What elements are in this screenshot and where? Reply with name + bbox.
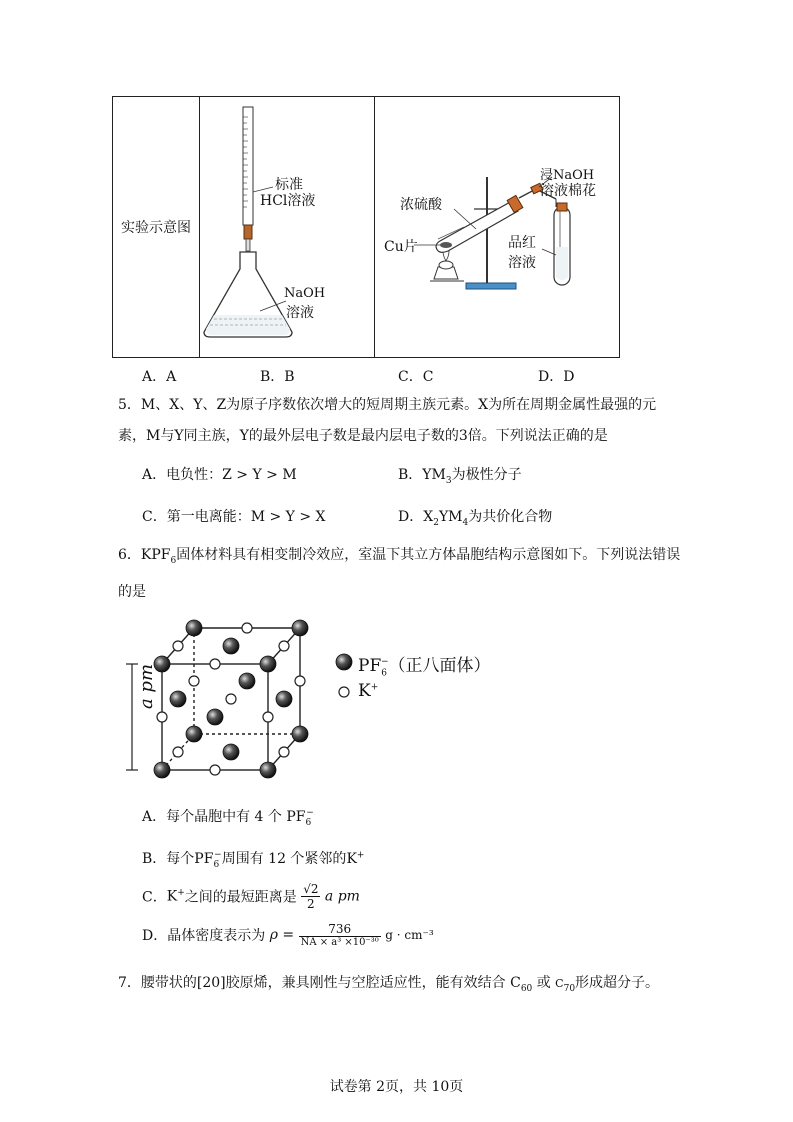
q5-option-c[interactable]: C．第一电离能：M > Y > X [142, 509, 326, 525]
q6-b-formula: PF [194, 851, 214, 867]
q6-stem-2: 的是 [118, 584, 146, 600]
q6-stem-sub: 6 [170, 555, 177, 566]
label-standard: 标准 [275, 177, 303, 193]
q5-option-d[interactable] [398, 506, 552, 528]
q6-c-k: K [166, 888, 178, 905]
q6-c-fraction [301, 882, 320, 911]
q5-b-text: 为极性分子 [451, 467, 522, 483]
label-hcl: HCl溶液 [260, 193, 316, 209]
label-cotton-1: 浸NaOH [540, 168, 595, 183]
legend-markers [334, 652, 354, 702]
q6-d-num: 736 [299, 922, 381, 937]
q6-option-a[interactable] [142, 806, 314, 828]
q5-stem-2: 素，M与Y同主族，Y的最外层电子数是最内层电子数的3倍。下列说法正确的是 [118, 428, 608, 444]
label-dye-1: 品红 [508, 235, 536, 251]
q7-mid: 或 [532, 975, 556, 991]
q7-sub2: 70 [563, 983, 576, 994]
q6-b-k: K [346, 851, 357, 867]
label-cotton-2: 溶液棉花 [540, 183, 596, 199]
q6-a-sub: 6 [305, 817, 312, 828]
q6-d-unit: g · cm⁻³ [385, 928, 434, 942]
q6-b-sub: 6 [213, 859, 220, 870]
legend-pf-sub: 6 [381, 668, 387, 679]
label-naoh-soln: 溶液 [286, 305, 314, 321]
q6-b-pre: B．每个 [142, 851, 195, 867]
legend-pf-note: （正八面体） [388, 656, 491, 676]
q6-c-mid: 之间的最短距离是 [184, 889, 297, 906]
q5-b-prefix: B． [398, 467, 423, 483]
q5-d-f2: YM [438, 509, 463, 525]
q6-a-sup: − [306, 808, 314, 819]
q6-c-num: √2 [303, 882, 319, 896]
copper-acid-diagram [374, 97, 618, 357]
legend-pf-sup: − [380, 657, 389, 668]
q6-a-text: A．每个晶胞中有 4 个 [142, 809, 282, 825]
q6-stem-1 [118, 540, 680, 576]
legend-pf-text: PF [358, 656, 382, 676]
legend-k-sup: + [370, 682, 379, 693]
q6-stem-pre: 6．KPF [118, 547, 171, 563]
q7-pre: 7．腰带状的[20]胶原烯，兼具刚性与空腔适应性，能有效结合 C [118, 975, 521, 991]
q5-d-text: 为共价化合物 [468, 509, 553, 525]
q6-d-den: NA × a³ ×10⁻³⁰ [300, 937, 379, 948]
q6-option-c[interactable] [142, 882, 360, 911]
q5-d-prefix: D． [398, 509, 424, 525]
label-naoh: NaOH [284, 286, 326, 301]
q6-b-mid: 周围有 12 个紧邻的 [221, 851, 347, 867]
q6-c-k-sup: + [177, 887, 185, 898]
q5-option-a[interactable]: A．电负性：Z > Y > M [142, 467, 297, 483]
q6-d-rho: ρ = [269, 927, 295, 943]
legend-pf6 [358, 651, 491, 678]
q6-c-pre: C． [142, 889, 167, 906]
q5-d-f1: X [423, 509, 434, 525]
legend-k [358, 681, 378, 701]
q6-option-b[interactable] [142, 848, 364, 870]
q6-b-sup: − [214, 850, 222, 861]
q5-b-formula: YM [422, 467, 446, 483]
q6-c-den: 2 [307, 897, 315, 911]
row-label: 实验示意图 [121, 220, 191, 236]
q5-stem-1: 5．M、X、Y、Z为原子序数依次增大的短周期主族元素。X为所在周期金属性最强的元 [118, 397, 657, 413]
q4-option-c[interactable]: C．C [398, 369, 434, 385]
q4-option-b[interactable]: B．B [260, 369, 295, 385]
q5-d-s2: 4 [462, 517, 469, 528]
q7-stem [118, 968, 659, 1004]
q7-c70: C [555, 977, 564, 990]
q6-d-pre: D．晶体密度表示为 [142, 928, 266, 944]
legend-k-text: K [358, 681, 371, 701]
page-footer: 试卷第 2页，共 10页 [329, 1079, 464, 1095]
row-label-cell [113, 97, 200, 358]
q6-b-k-sup: + [356, 850, 365, 861]
label-conc-acid: 浓硫酸 [400, 197, 442, 213]
label-cu: Cu片 [384, 239, 418, 255]
q6-stem-post: 固体材料具有相变制冷效应，室温下其立方体晶胞结构示意图如下。下列说法错误 [176, 547, 681, 563]
axis-label: a pm [136, 663, 158, 710]
q6-c-post: a pm [324, 888, 360, 905]
q4-option-d[interactable]: D．D [538, 369, 575, 385]
q6-option-d[interactable] [142, 922, 434, 948]
q6-d-fraction [299, 922, 381, 948]
q6-a-formula: PF [286, 809, 306, 825]
q7-post: 形成超分子。 [575, 975, 660, 991]
q7-sub1: 60 [520, 983, 533, 994]
q5-option-b[interactable] [398, 464, 522, 486]
q5-b-sub: 3 [445, 475, 452, 486]
q4-option-a[interactable]: A．A [142, 369, 177, 385]
label-dye-2: 溶液 [508, 255, 536, 271]
q5-d-s1: 2 [433, 517, 439, 528]
